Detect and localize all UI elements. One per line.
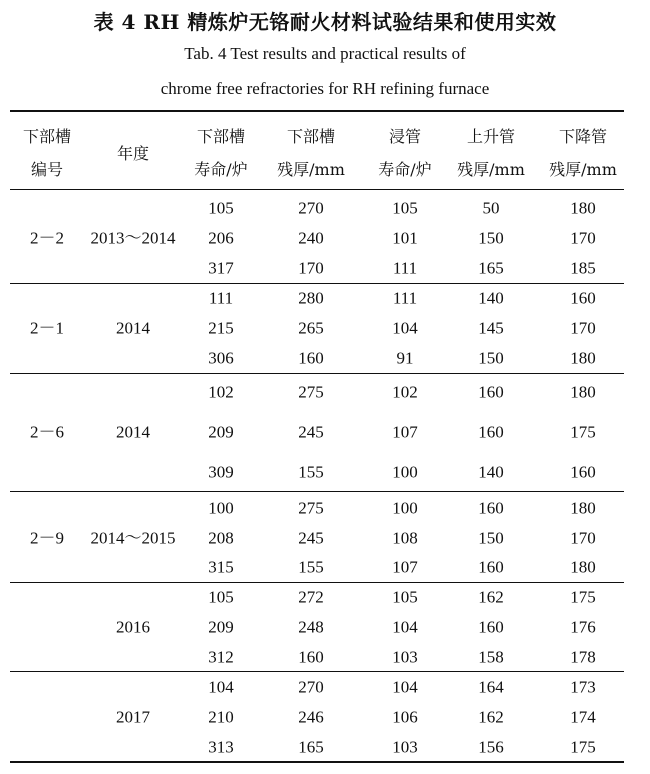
table-title-cn: 表 4 RH 精炼炉无铬耐火材料试验结果和使用实效 <box>93 10 557 34</box>
table-cell: 275 <box>298 382 324 402</box>
table-cell: 160 <box>570 462 596 482</box>
table-cell: 160 <box>570 288 596 308</box>
rule-bottom <box>10 761 624 763</box>
rule-group-3 <box>10 491 624 492</box>
table-cell: 102 <box>392 382 418 402</box>
table-cell: 156 <box>478 737 504 757</box>
table-cell: 150 <box>478 228 504 248</box>
header-col-1: 年度 <box>116 144 150 163</box>
table-cell: 210 <box>208 707 234 727</box>
table-cell: 100 <box>392 462 418 482</box>
table-cell: 245 <box>298 528 324 548</box>
header-col-3-line1: 下部槽 <box>286 127 336 146</box>
table-cell: 104 <box>392 677 418 697</box>
table-cell: 209 <box>208 422 234 442</box>
table-cell: 105 <box>208 587 234 607</box>
table-cell: 105 <box>392 587 418 607</box>
table-cell: 101 <box>392 228 418 248</box>
table-cell: 175 <box>570 587 596 607</box>
table-cell: 185 <box>570 258 596 278</box>
group-year: 2014 <box>116 422 150 442</box>
table-cell: 173 <box>570 677 596 697</box>
header-col-2-line2: 寿命/炉 <box>194 160 248 179</box>
header-col-5-line2: 残厚/mm <box>457 160 525 179</box>
table-cell: 312 <box>208 647 234 667</box>
table-cell: 175 <box>570 737 596 757</box>
table-cell: 170 <box>570 528 596 548</box>
table-cell: 108 <box>392 528 418 548</box>
table-cell: 313 <box>208 737 234 757</box>
rule-group-2 <box>10 373 624 374</box>
table-cell: 176 <box>570 617 596 637</box>
table-cell: 160 <box>478 422 504 442</box>
table-cell: 106 <box>392 707 418 727</box>
rule-group-4 <box>10 582 624 583</box>
table-cell: 145 <box>478 318 504 338</box>
table-cell: 178 <box>570 647 596 667</box>
table-cell: 103 <box>392 737 418 757</box>
table-cell: 155 <box>298 462 324 482</box>
header-col-0-line1: 下部槽 <box>22 127 72 146</box>
table-cell: 240 <box>298 228 324 248</box>
group-id: 2－9 <box>30 528 64 548</box>
table-cell: 103 <box>392 647 418 667</box>
table-cell: 100 <box>208 498 234 518</box>
table-cell: 100 <box>392 498 418 518</box>
table-cell: 50 <box>482 198 500 218</box>
table-cell: 107 <box>392 557 418 577</box>
table-cell: 180 <box>570 498 596 518</box>
table-cell: 158 <box>478 647 504 667</box>
table-cell: 165 <box>298 737 324 757</box>
header-col-0-line2: 编号 <box>30 160 64 179</box>
table-cell: 107 <box>392 422 418 442</box>
header-col-6-line2: 残厚/mm <box>549 160 617 179</box>
table-cell: 111 <box>392 258 418 278</box>
table-cell: 111 <box>392 288 418 308</box>
table-cell: 180 <box>570 348 596 368</box>
table-cell: 245 <box>298 422 324 442</box>
group-year: 2017 <box>116 707 150 727</box>
table-cell: 104 <box>392 617 418 637</box>
table-title-en-line1: Tab. 4 Test results and practical results of <box>184 44 466 63</box>
table-cell: 104 <box>392 318 418 338</box>
header-col-6-line1: 下降管 <box>558 127 608 146</box>
table-cell: 265 <box>298 318 324 338</box>
group-year: 2014 <box>116 318 150 338</box>
table-cell: 170 <box>570 228 596 248</box>
rule-top <box>10 110 624 112</box>
table-cell: 91 <box>396 348 414 368</box>
table-cell: 160 <box>478 617 504 637</box>
group-id: 2－6 <box>30 422 64 442</box>
table-cell: 174 <box>570 707 596 727</box>
table-title-en-line2: chrome free refractories for RH refining furnace <box>160 79 490 98</box>
rule-header <box>10 189 624 190</box>
table-cell: 270 <box>298 677 324 697</box>
table-cell: 162 <box>478 707 504 727</box>
table-cell: 102 <box>208 382 234 402</box>
table-cell: 155 <box>298 557 324 577</box>
header-col-2-line1: 下部槽 <box>196 127 246 146</box>
table-cell: 175 <box>570 422 596 442</box>
table-cell: 165 <box>478 258 504 278</box>
group-year: 2013～2014 <box>90 228 176 248</box>
table-cell: 160 <box>298 647 324 667</box>
header-col-4-line1: 浸管 <box>388 127 422 146</box>
table-cell: 208 <box>208 528 234 548</box>
table-cell: 164 <box>478 677 504 697</box>
table-cell: 246 <box>298 707 324 727</box>
table-cell: 180 <box>570 198 596 218</box>
header-col-3-line2: 残厚/mm <box>277 160 345 179</box>
table-cell: 162 <box>478 587 504 607</box>
table-cell: 111 <box>208 288 234 308</box>
table-cell: 272 <box>298 587 324 607</box>
table-cell: 206 <box>208 228 234 248</box>
table-cell: 209 <box>208 617 234 637</box>
table-cell: 160 <box>478 557 504 577</box>
header-col-4-line2: 寿命/炉 <box>378 160 432 179</box>
rule-group-1 <box>10 283 624 284</box>
table-cell: 170 <box>570 318 596 338</box>
table-cell: 150 <box>478 348 504 368</box>
table-cell: 160 <box>478 382 504 402</box>
table-cell: 140 <box>478 462 504 482</box>
table-cell: 104 <box>208 677 234 697</box>
table-cell: 180 <box>570 557 596 577</box>
header-col-5-line1: 上升管 <box>466 127 516 146</box>
table-cell: 160 <box>298 348 324 368</box>
table-cell: 105 <box>208 198 234 218</box>
table-cell: 160 <box>478 498 504 518</box>
table-cell: 170 <box>298 258 324 278</box>
group-year: 2014～2015 <box>90 528 176 548</box>
table-cell: 215 <box>208 318 234 338</box>
group-id: 2－1 <box>30 318 64 338</box>
table-cell: 180 <box>570 382 596 402</box>
table-cell: 280 <box>298 288 324 308</box>
group-year: 2016 <box>116 617 150 637</box>
table-cell: 140 <box>478 288 504 308</box>
table-cell: 275 <box>298 498 324 518</box>
table-cell: 309 <box>208 462 234 482</box>
rule-group-5 <box>10 671 624 672</box>
table-cell: 270 <box>298 198 324 218</box>
table-cell: 306 <box>208 348 234 368</box>
table-cell: 248 <box>298 617 324 637</box>
table-cell: 317 <box>208 258 234 278</box>
table-cell: 150 <box>478 528 504 548</box>
group-id: 2－2 <box>30 228 64 248</box>
table-cell: 315 <box>208 557 234 577</box>
table-cell: 105 <box>392 198 418 218</box>
